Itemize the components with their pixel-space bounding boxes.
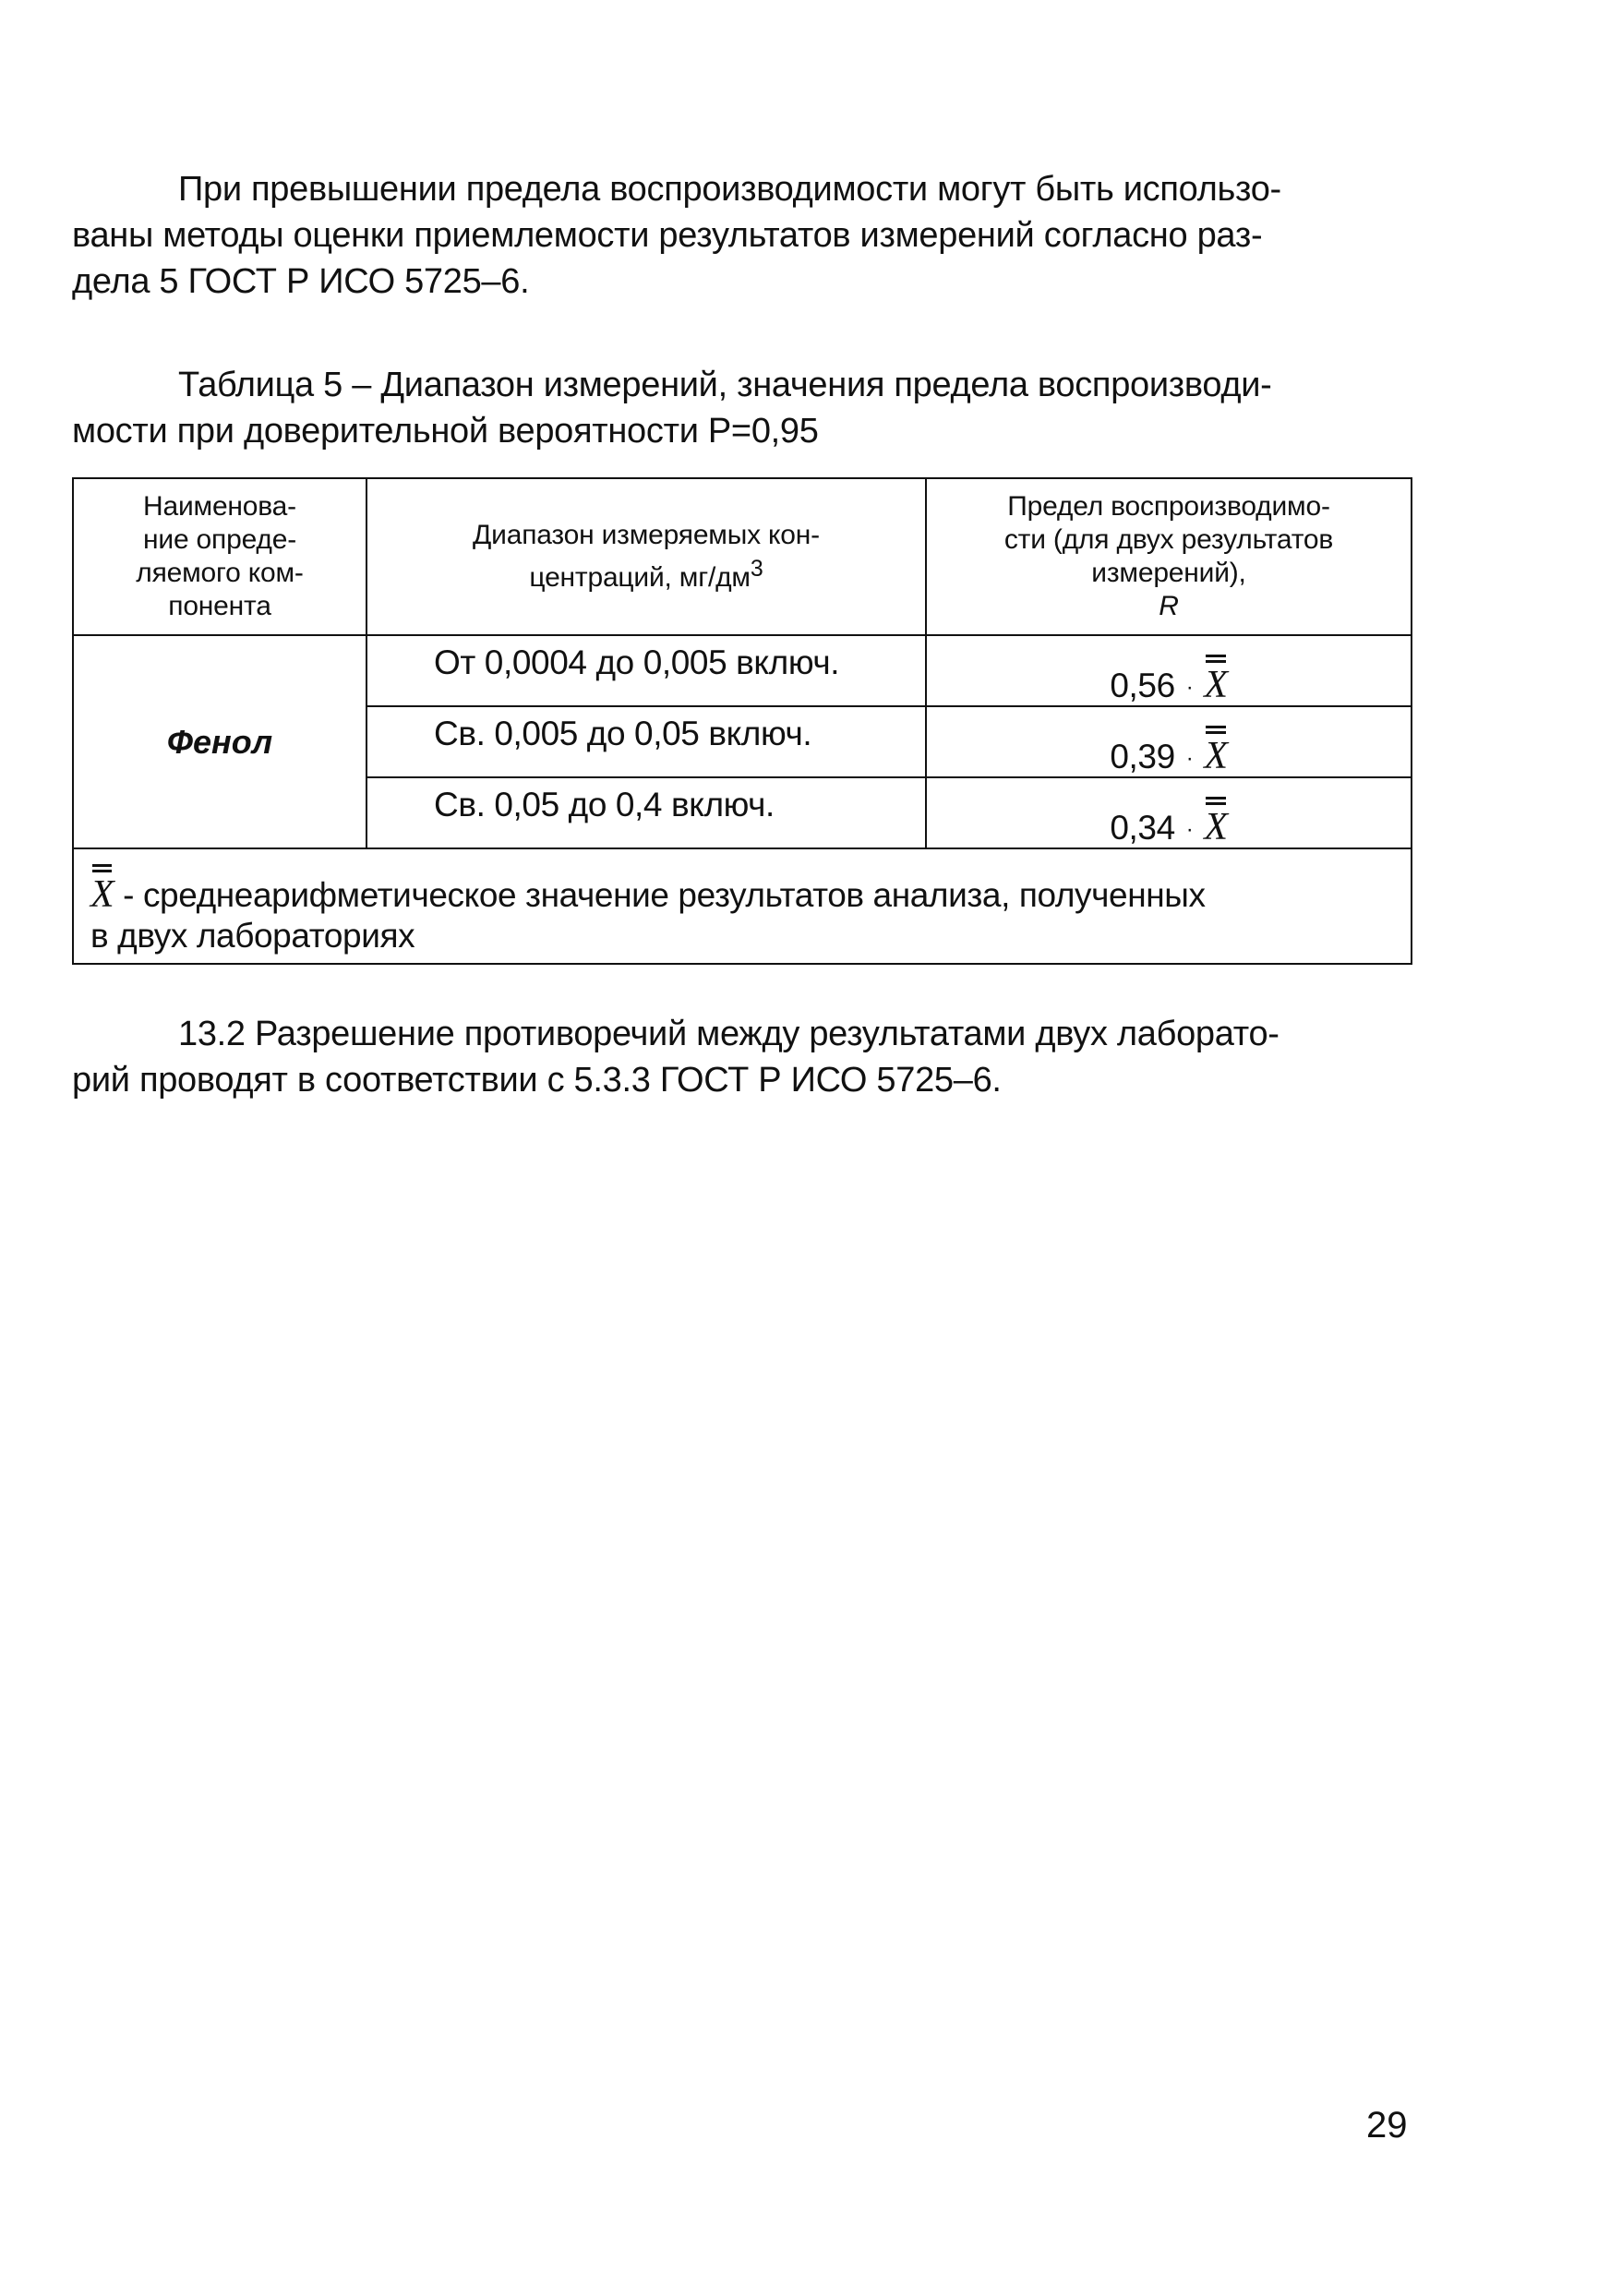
multiply-sign: · — [1185, 817, 1194, 843]
section-13-2-paragraph — [72, 1011, 1429, 1103]
paragraph-line: дела 5 ГОСТ Р ИСО 5725–6. — [72, 262, 530, 301]
paragraph-line: 13.2 Разрешение противоречий между результатами двух лаборато- — [178, 1015, 1280, 1053]
header-text: сти (для двух результатов — [1003, 524, 1334, 555]
x-double-bar-symbol: X — [1204, 724, 1227, 775]
multiply-sign: · — [1185, 675, 1194, 701]
header-text: измерений), — [1091, 558, 1246, 588]
paragraph-line: рий проводят в соответствии с 5.3.3 ГОСТ Р ИСО 5725–6. — [72, 1061, 1002, 1100]
caption-line: мости при доверительной вероятности Р=0,95 — [72, 412, 819, 451]
header-component — [73, 478, 366, 635]
table-note-row — [73, 848, 1412, 964]
caption-line: Таблица 5 – Диапазон измерений, значения предела воспроизводи- — [178, 366, 1272, 404]
range-cell: Св. 0,005 до 0,05 включ. — [366, 706, 926, 777]
r-symbol: R — [1159, 591, 1179, 621]
note-text: в двух лабораториях — [90, 917, 415, 955]
coefficient: 0,56 — [1110, 667, 1175, 704]
unit-superscript: 3 — [750, 556, 763, 582]
table-note — [73, 848, 1412, 964]
header-text: центраций, мг/дм — [529, 562, 751, 593]
limit-cell — [926, 706, 1412, 777]
intro-paragraph — [72, 166, 1429, 305]
header-text: Наименова- — [143, 491, 296, 522]
multiply-sign: · — [1185, 746, 1194, 772]
header-text: ние опреде- — [143, 524, 296, 555]
table-row — [73, 635, 1412, 706]
x-double-bar-symbol: X — [1204, 795, 1227, 847]
measurement-range-table — [72, 477, 1412, 965]
component-name: Фенол — [73, 635, 366, 848]
table-header-row — [73, 478, 1412, 635]
header-text: Диапазон измеряемых кон- — [473, 520, 820, 550]
header-text: понента — [168, 591, 271, 621]
page-number: 29 — [1366, 2105, 1408, 2146]
x-double-bar-symbol: X — [1204, 653, 1227, 704]
header-text: Предел воспроизводимо- — [1007, 491, 1330, 522]
coefficient: 0,34 — [1110, 809, 1175, 847]
limit-cell — [926, 635, 1412, 706]
paragraph-line: ваны методы оценки приемлемости результатов измерений согласно раз- — [72, 216, 1263, 255]
range-cell: Св. 0,05 до 0,4 включ. — [366, 777, 926, 848]
table-caption — [72, 362, 1429, 454]
limit-cell — [926, 777, 1412, 848]
range-cell: От 0,0004 до 0,005 включ. — [366, 635, 926, 706]
note-text: - среднеарифметическое значение результатов анализа, полученных — [114, 876, 1206, 914]
header-limit — [926, 478, 1412, 635]
coefficient: 0,39 — [1110, 738, 1175, 775]
paragraph-line: При превышении предела воспроизводимости могут быть использо- — [178, 170, 1281, 209]
header-text: ляемого ком- — [136, 558, 304, 588]
x-double-bar-symbol: X — [90, 862, 114, 914]
header-range — [366, 478, 926, 635]
